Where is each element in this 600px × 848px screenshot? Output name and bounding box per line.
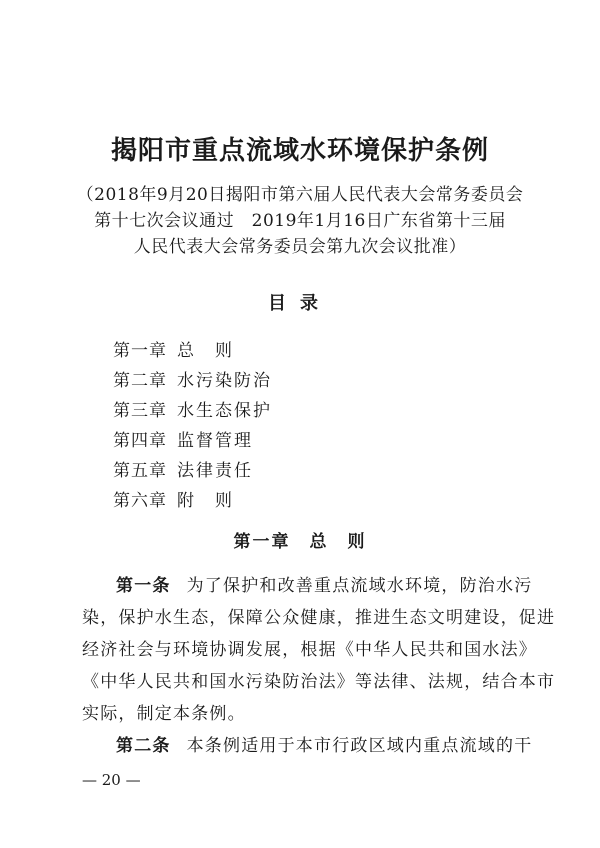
toc-chapter-name: 监督管理	[177, 431, 253, 451]
subtitle-line: 第十七次会议通过 2019年1月16日广东省第十三届	[94, 211, 506, 231]
toc-chapter: 第五章	[113, 461, 167, 481]
article-label: 第一条	[116, 576, 171, 596]
toc-chapter-name: 法律责任	[177, 461, 253, 481]
article-label: 第二条	[116, 736, 171, 756]
toc-chapter: 第一章	[113, 341, 167, 361]
toc-item	[113, 486, 413, 516]
text-line	[82, 730, 533, 762]
text-line: 染，保护水生态，保障公众健康，推进生态文明建设，促进	[82, 608, 556, 628]
text-line: 经济社会与环境协调发展，根据《中华人民共和国水法》	[82, 640, 537, 660]
subtitle-line: 人民代表大会常务委员会第九次会议批准）	[133, 237, 467, 257]
toc-item	[113, 456, 413, 486]
toc-item	[113, 366, 413, 396]
table-of-contents	[113, 336, 413, 516]
toc-chapter: 第四章	[113, 431, 167, 451]
toc-item	[113, 426, 413, 456]
page-number: — 20 —	[82, 771, 141, 789]
chapter-heading: 第一章 总 则	[233, 532, 367, 552]
text-line: 实际，制定本条例。	[82, 704, 246, 724]
text-line: 《中华人民共和国水污染防治法》等法律、法规，结合本市	[82, 672, 556, 692]
body-text	[82, 570, 556, 762]
toc-heading: 目录	[268, 293, 332, 314]
article-paragraph	[82, 730, 533, 762]
article-text: 为了保护和改善重点流域水环境，防治水污	[186, 576, 533, 596]
toc-chapter-name: 水生态保护	[177, 401, 272, 421]
toc-item	[113, 336, 413, 366]
toc-chapter-name: 总 则	[177, 341, 234, 361]
toc-chapter-name: 水污染防治	[177, 371, 272, 391]
toc-chapter-name: 附 则	[177, 491, 234, 511]
document-title: 揭阳市重点流域水环境保护条例	[110, 136, 489, 166]
article-text: 本条例适用于本市行政区域内重点流域的干	[186, 736, 533, 756]
text-line	[82, 570, 533, 602]
subtitle-line: （2018年9月20日揭阳市第六届人民代表大会常务委员会	[76, 185, 524, 205]
toc-chapter: 第三章	[113, 401, 167, 421]
document-subtitle	[60, 182, 540, 260]
article-paragraph	[82, 570, 556, 730]
toc-item	[113, 396, 413, 426]
toc-chapter: 第二章	[113, 371, 167, 391]
toc-chapter: 第六章	[113, 491, 167, 511]
